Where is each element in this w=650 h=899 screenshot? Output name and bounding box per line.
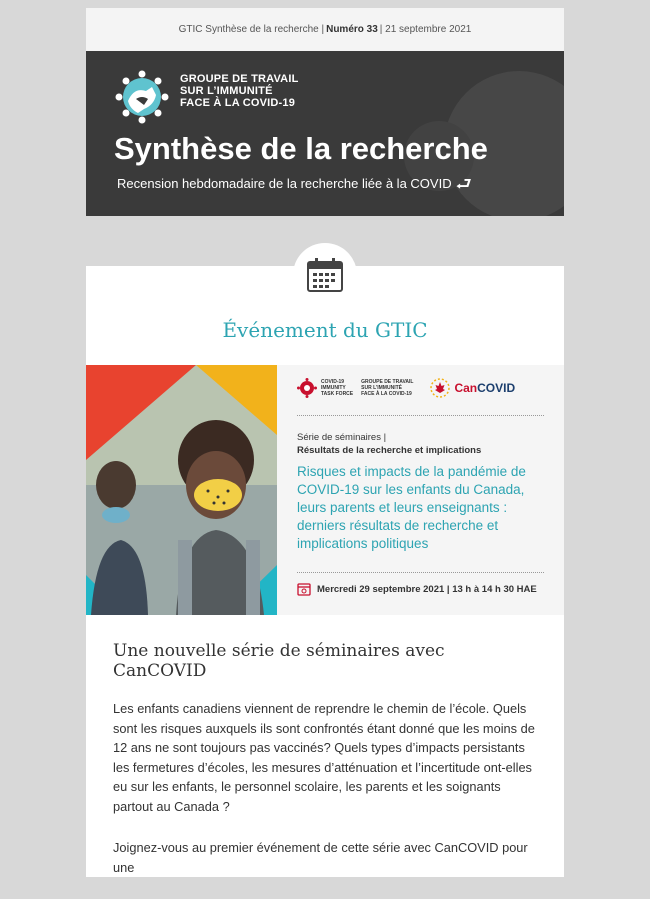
dotted-divider <box>297 415 544 416</box>
task-force-name-fr: GROUPE DE TRAVAIL SUR L’IMMUNITÉ FACE À LA COVID-19 <box>361 379 414 397</box>
banner-title: Synthèse de la recherche <box>114 131 488 166</box>
child-photo <box>86 365 277 615</box>
calendar-small-icon <box>297 582 311 596</box>
maple-leaf-icon <box>429 377 451 399</box>
event-datetime: Mercredi 29 septembre 2021 | 13 h à 14 h 30 HAE <box>297 582 537 596</box>
article-paragraph: Les enfants canadiens viennent de reprendre le chemin de l’école. Quels sont les risques auxquels ils sont confrontés étant donné que les moins de 12 ans ne sont toujours pas vaccinés? Quels types d’impacts persistants les fermetures d’écoles, les mesures d’atténuation et l’incertitude ont-elles eu sur les enfants, le personnel scolaire, les parents et les soignants partout au Canada ? <box>113 701 535 814</box>
issue-bar <box>86 8 564 51</box>
return-arrow-icon: ⮐ <box>455 174 472 194</box>
newsletter-name: GTIC Synthèse de la recherche | <box>178 24 325 35</box>
issue-number: Numéro 33 <box>326 24 378 35</box>
virus-logo-icon <box>114 69 170 125</box>
poster-logos <box>297 377 515 399</box>
article <box>86 615 564 877</box>
event-poster[interactable] <box>86 365 564 615</box>
event-title: Risques et impacts de la pandémie de COVID-19 sur les enfants du Canada, leurs parents et leurs enseignants : derniers résultats de recherche et implications politiques <box>297 464 526 551</box>
org-name: GROUPE DE TRAVAIL SUR L’IMMUNITÉ FACE À LA COVID-19 <box>180 73 299 109</box>
cancovid-logo: Can COVID <box>429 377 515 399</box>
section-title: Événement du GTIC <box>222 318 428 342</box>
article-heading: Une nouvelle série de séminaires avec CanCOVID <box>113 641 445 681</box>
article-paragraph: Joignez-vous au premier événement de cette série avec CanCOVID pour une <box>113 840 528 875</box>
calendar-badge <box>293 243 357 307</box>
header-banner <box>86 51 564 216</box>
poster-photo-art <box>86 365 277 615</box>
issue-date: | 21 septembre 2021 <box>379 24 472 35</box>
poster-details <box>277 365 564 615</box>
dotted-divider <box>297 572 544 573</box>
spacer <box>86 216 564 266</box>
calendar-icon <box>306 257 344 293</box>
newsletter <box>86 8 564 899</box>
series-label: Série de séminaires | Résultats de la recherche et implications <box>297 432 482 456</box>
task-force-logo-icon <box>297 378 317 398</box>
task-force-name-en: COVID-19 IMMUNITY TASK FORCE <box>321 379 354 397</box>
content-card <box>86 266 564 877</box>
banner-subtitle: Recension hebdomadaire de la recherche liée à la COVID ⮐ <box>117 174 472 194</box>
